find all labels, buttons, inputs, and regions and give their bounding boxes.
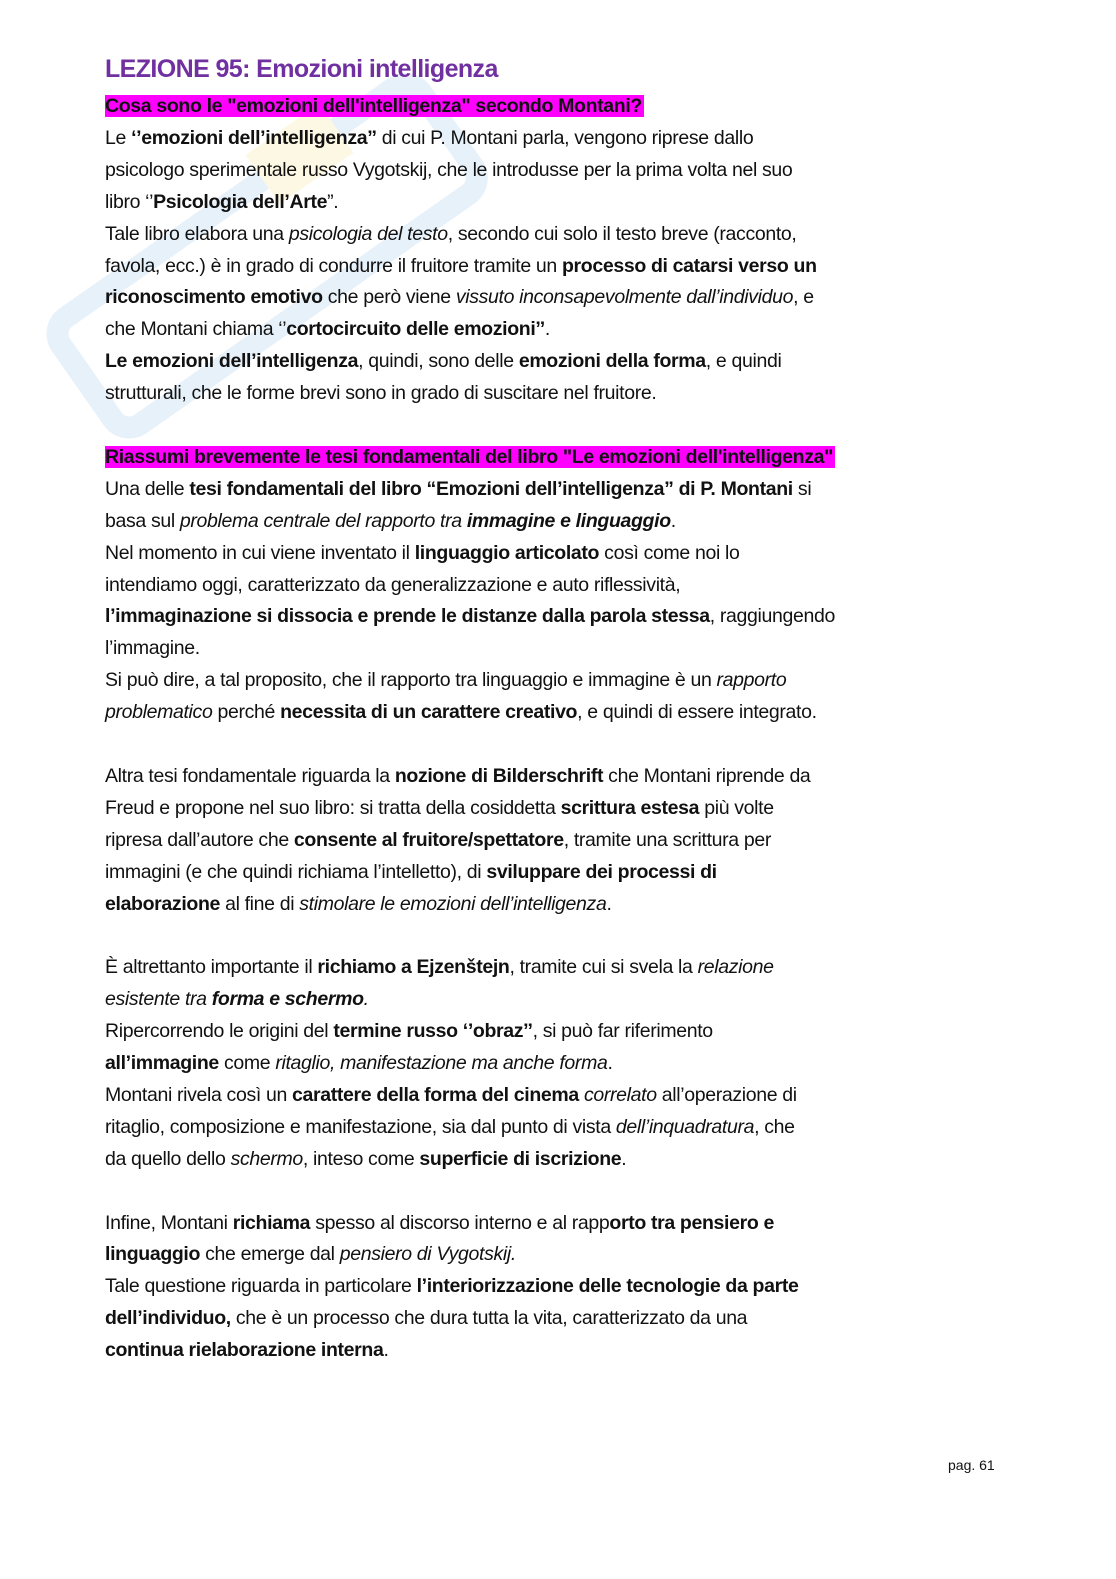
text-run: superficie di iscrizione [419, 1147, 622, 1170]
text-run: ritaglio, manifestazione ma anche forma [275, 1052, 608, 1074]
text-run: necessita di un carattere creativo [280, 701, 578, 724]
text-run: Tale questione riguarda in particolare [105, 1275, 417, 1298]
text-run: , che [754, 1115, 795, 1138]
text-run: forma e schermo [211, 988, 364, 1011]
text-line [105, 1112, 795, 1142]
text-run: strutturali, che le forme brevi sono in grado di suscitare nel fruitore. [105, 382, 657, 405]
text-run: , si può far riferimento [532, 1020, 713, 1043]
text-run: psicologo sperimentale russo Vygotskij, che le introdusse per la prima volta nel suo [105, 158, 793, 181]
text-run: , secondo cui solo il testo breve (racconto, [447, 222, 797, 245]
text-line [105, 570, 680, 600]
text-run: che emerge dal [200, 1243, 340, 1266]
text-run: Le emozioni dell’intelligenza [105, 350, 359, 373]
text-line [105, 601, 835, 631]
text-run: di cui P. Montani parla, vengono riprese dallo [376, 126, 754, 149]
text-run: Le [105, 126, 132, 149]
text-run: schermo [230, 1147, 303, 1170]
text-run: . [621, 1147, 627, 1170]
text-line [105, 187, 338, 217]
text-line [105, 219, 796, 249]
text-run: richiama [232, 1211, 311, 1234]
text-run: Tale libro elabora una [105, 222, 289, 245]
text-run: immagini (e che quindi richiama l’intelletto), di [105, 860, 487, 883]
text-line [105, 314, 550, 344]
text-run: Infine, Montani [105, 1211, 233, 1234]
text-line [105, 155, 792, 185]
text-run: libro ‘’ [105, 190, 154, 213]
text-line [105, 123, 753, 153]
text-line [105, 857, 717, 887]
text-line [105, 474, 811, 504]
text-run: l’immaginazione si dissocia e prende le distanze dalla parola stessa [105, 605, 710, 628]
text-run: Si può dire, a tal proposito, che il rapporto tra linguaggio e immagine è un [105, 669, 717, 692]
text-run: l’interiorizzazione delle tecnologie da parte [416, 1275, 799, 1298]
text-run: ‘’emozioni dell’intelligenza’’ [131, 126, 377, 149]
text-line [105, 1048, 613, 1078]
text-run: basa sul [105, 509, 180, 532]
text-line [105, 1016, 713, 1046]
text-run: che è un processo che dura tutta la vita, caratterizzato da una [230, 1307, 748, 1330]
text-run: all’immagine [105, 1052, 219, 1074]
text-run: . [544, 318, 550, 341]
text-run: , e quindi di essere integrato. [577, 701, 817, 724]
text-run: nozione di Bilderschrift [394, 764, 604, 787]
question-heading [105, 91, 644, 121]
text-run: È altrettanto importante il [105, 956, 318, 979]
text-run: orto tra pensiero e [609, 1211, 774, 1234]
text-run: riconoscimento emotivo [105, 286, 323, 309]
text-line [105, 633, 200, 663]
text-run: così come noi lo [599, 541, 740, 564]
page-number: pag. 61 [948, 1457, 995, 1473]
text-line [105, 984, 369, 1014]
highlighted-question [105, 446, 835, 468]
text-run: . [363, 988, 369, 1011]
text-line [105, 346, 781, 376]
text-run: tesi fondamentali del libro “Emozioni dell’intelligenza” di P. Montani [189, 477, 793, 500]
text-line [105, 1271, 798, 1301]
text-run: elaborazione [105, 892, 220, 915]
text-line [105, 697, 817, 727]
question-heading [105, 442, 835, 472]
text-run: , e quindi [705, 350, 782, 373]
text-run: problema centrale del rapporto tra [179, 509, 467, 532]
text-run: Cosa sono le "emozioni dell'intelligenza" secondo Montani? [105, 95, 642, 117]
text-run: psicologia del testo [288, 222, 448, 245]
text-run: pensiero di Vygotskij. [339, 1243, 516, 1266]
text-run: che Montani chiama ‘’ [105, 318, 287, 341]
text-line [105, 1303, 747, 1333]
text-run: continua rielaborazione interna [105, 1339, 384, 1362]
text-run: come [218, 1052, 276, 1074]
text-line [105, 889, 612, 919]
text-run: , quindi, sono delle [358, 350, 519, 373]
text-run: favola, ecc.) è in grado di condurre il fruitore tramite un [105, 254, 562, 277]
text-line [105, 1144, 626, 1174]
text-run: stimolare le emozioni dell’intelligenza [299, 892, 607, 915]
text-run: problematico [105, 701, 213, 724]
text-run: linguaggio articolato [414, 541, 600, 564]
text-run: , inteso come [302, 1147, 420, 1170]
text-run: cortocircuito delle emozioni’’ [286, 318, 545, 341]
text-line [105, 793, 774, 823]
text-run: linguaggio [105, 1243, 201, 1266]
text-run: Ripercorrendo le origini del [105, 1020, 334, 1043]
text-line [105, 665, 786, 695]
text-run: perché [212, 701, 281, 724]
text-line [105, 282, 814, 312]
text-run: più volte [699, 796, 774, 819]
text-line [105, 1335, 389, 1365]
text-run: Psicologia dell’Arte [153, 190, 328, 213]
text-line [105, 1239, 516, 1269]
text-run: , raggiungendo [709, 605, 835, 628]
page-title: LEZIONE 95: Emozioni intelligenza [105, 55, 498, 83]
text-run: consente al fruitore/spettatore [293, 828, 564, 851]
text-run: ripresa dall’autore che [105, 828, 294, 851]
text-run: ”. [327, 190, 339, 213]
text-run: Montani rivela così un [105, 1083, 293, 1106]
text-run: Freud e propone nel suo libro: si tratta della cosiddetta [105, 796, 561, 819]
text-run: esistente tra [105, 988, 212, 1011]
highlighted-question [105, 95, 644, 117]
text-line [105, 251, 817, 281]
text-run: . [607, 1052, 613, 1074]
text-run: all’operazione di [656, 1083, 797, 1106]
text-run: Nel momento in cui viene inventato il [105, 541, 415, 564]
text-line [105, 506, 676, 536]
text-run: . [383, 1339, 389, 1362]
text-run: correlato [583, 1083, 657, 1106]
text-run: dell’inquadratura [615, 1115, 755, 1138]
text-run: . [606, 892, 612, 915]
text-run: carattere della forma del cinema [292, 1083, 579, 1106]
text-run: , tramite cui si svela la [509, 956, 698, 979]
text-run: Riassumi brevemente le tesi fondamentali del libro "Le emozioni dell'intelligenza" [105, 445, 834, 468]
text-run: termine russo ‘’obraz’’ [333, 1020, 533, 1043]
text-run: processo di catarsi verso un [561, 254, 817, 277]
text-line [105, 825, 771, 855]
text-run: che Montani riprende da [603, 764, 811, 787]
text-line [105, 952, 774, 982]
text-run: sviluppare dei processi di [486, 860, 717, 883]
text-run: spesso al discorso interno e al rapp [310, 1211, 610, 1234]
text-line [105, 1208, 774, 1238]
text-run: vissuto inconsapevolmente dall’individuo [455, 286, 794, 309]
text-run: . [670, 509, 676, 532]
text-run: ritaglio, composizione e manifestazione, sia dal punto di vista [105, 1115, 616, 1138]
text-run: scrittura estesa [560, 796, 700, 819]
text-line [105, 538, 739, 568]
text-run: , tramite una scrittura per [563, 828, 771, 851]
text-run: intendiamo oggi, caratterizzato da generalizzazione e auto riflessività, [105, 573, 681, 596]
text-run: da quello dello [105, 1147, 231, 1170]
text-run: relazione [697, 956, 774, 979]
text-run: Una delle [105, 477, 190, 500]
text-line [105, 761, 810, 791]
text-run: che però viene [322, 286, 456, 309]
text-run: si [792, 477, 812, 500]
text-run: , e [793, 286, 814, 309]
text-run: dell’individuo, [105, 1307, 231, 1330]
text-line [105, 378, 656, 408]
text-run: emozioni della forma [518, 350, 706, 373]
text-line [105, 1080, 797, 1110]
text-run: Altra tesi fondamentale riguarda la [105, 764, 395, 787]
text-run: immagine e linguaggio [466, 509, 671, 532]
text-run: rapporto [716, 669, 787, 692]
text-run: richiamo a Ejzenštejn [317, 956, 510, 979]
text-run: al fine di [220, 892, 300, 915]
text-run: l’immagine. [105, 637, 200, 660]
